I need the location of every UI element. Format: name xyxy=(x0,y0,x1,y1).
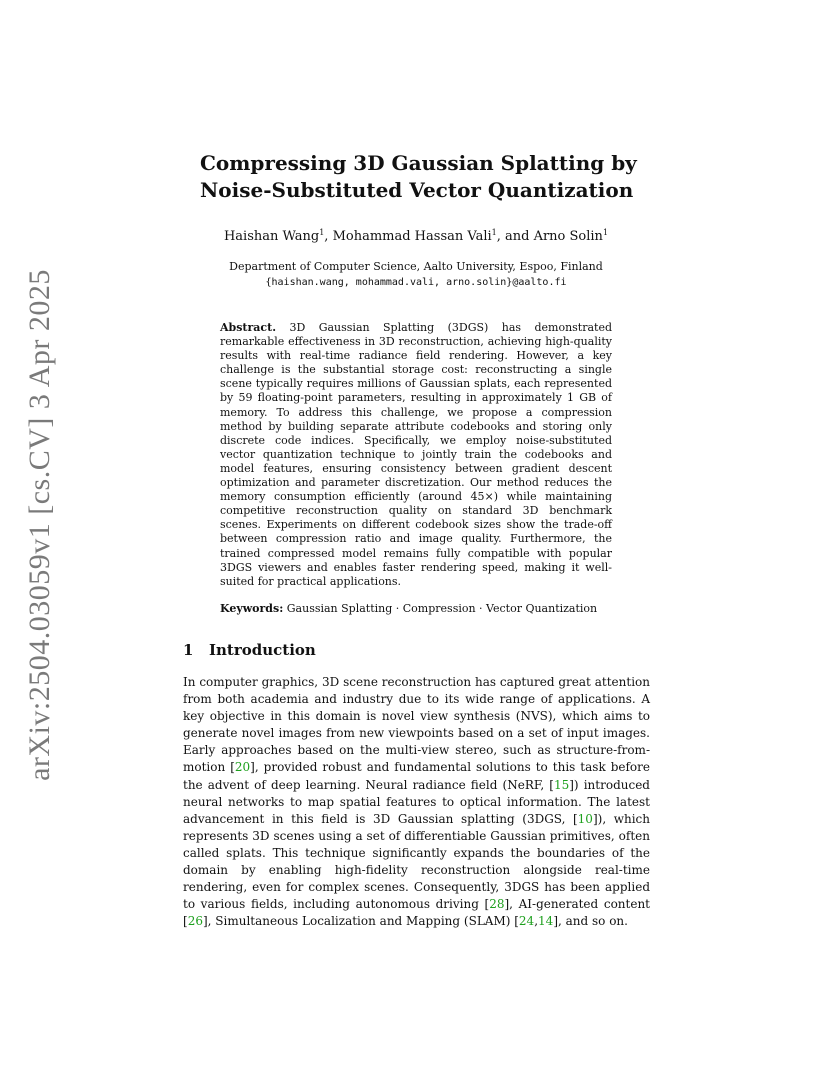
author-list xyxy=(182,228,650,244)
affiliation-block xyxy=(182,259,650,291)
citation-link[interactable]: 14 xyxy=(538,914,554,929)
abstract xyxy=(220,321,612,589)
author-name: Arno Solin xyxy=(533,229,603,244)
title-line-2: Noise-Substituted Vector Quantization xyxy=(200,178,634,202)
affiliation-text: Department of Computer Science, Aalto University, Espoo, Finland xyxy=(229,260,603,273)
citation-link[interactable]: 28 xyxy=(489,897,505,912)
author-affiliation-mark: 1 xyxy=(319,228,325,237)
body-text-segment: ], and so on. xyxy=(553,914,628,929)
author-affiliation-mark: 1 xyxy=(491,228,497,237)
body-text-segment: In computer graphics, 3D scene reconstruction has captured great attention from both academia and industry due to its wide range of applications. A key objective in this domain is novel view synthesis (NVS), which aims to generate novel images from new viewpoints based on a set of input images. Early approaches based on the multi-view stereo, such as structure-from-motion [ xyxy=(183,675,650,775)
title-line-1: Compressing 3D Gaussian Splatting by xyxy=(200,151,637,175)
body-text-segment: ]), which represents 3D scenes using a set of differentiable Gaussian primitives, often called splats. This technique significantly expands the boundaries of the domain by enabling high-fidelity reconstruction alongside real-time rendering, even for complex scenes. Consequently, 3DGS has been applied to various fields, including autonomous driving [ xyxy=(183,811,651,912)
section-title: Introduction xyxy=(209,641,316,659)
citation-link[interactable]: 26 xyxy=(187,914,203,929)
body-text-segment: ], provided robust and fundamental solutions to this task before the advent of deep learning. Neural radiance field (NeRF, [ xyxy=(183,760,650,792)
keywords xyxy=(220,602,620,615)
abstract-label: Abstract. xyxy=(220,321,277,334)
introduction-paragraph xyxy=(183,674,650,930)
body-text-segment: ], Simultaneous Localization and Mapping (SLAM) [ xyxy=(202,914,519,929)
author-emails: {haishan.wang, mohammad.vali, arno.solin}@aalto.fi xyxy=(265,277,567,288)
body-text-segment: ]) introduced neural networks to map spatial features to optical information. The latest advancement in this field is 3D Gaussian splatting (3DGS, [ xyxy=(183,777,650,826)
arxiv-identifier-text: arXiv:2504.03059v1 [cs.CV] 3 Apr 2025 xyxy=(23,269,56,781)
keywords-text: Gaussian Splatting · Compression · Vector Quantization xyxy=(286,602,598,615)
author-separator: , xyxy=(324,229,333,244)
body-text-segment: , xyxy=(534,914,539,929)
body-text-segment: ], AI-generated content [ xyxy=(183,897,650,929)
paper-title xyxy=(200,150,637,204)
author-name: Haishan Wang xyxy=(223,229,320,244)
section-number: 1 xyxy=(183,641,194,659)
citation-link[interactable]: 10 xyxy=(577,811,593,826)
citation-link[interactable]: 24 xyxy=(518,914,535,929)
author-separator: , and xyxy=(496,229,534,244)
author-affiliation-mark: 1 xyxy=(602,228,609,237)
author-name: Mohammad Hassan Vali xyxy=(332,229,492,244)
citation-link[interactable]: 15 xyxy=(553,777,570,792)
citation-link[interactable]: 20 xyxy=(234,760,251,775)
abstract-text: 3D Gaussian Splatting (3DGS) has demonstrated remarkable effectiveness in 3D reconstruction, achieving high-quality results with real-time radiance field rendering. However, a key challenge is the substantial storage cost: reconstructing a single scene typically requires millions of Gaussian splats, each represented by 59 floating-point parameters, resulting in approximately 1 GB of memory. To address this challenge, we propose a compression method by building separate attribute codebooks and storing only discrete code indices. Specifically, we employ noise-substituted vector quantization technique to jointly train the codebooks and model features, ensuring consistency between gradient descent optimization and parameter discretization. Our method reduces the memory consumption efficiently (around 45×) while maintaining competitive reconstruction quality on standard 3D benchmark scenes. Experiments on different codebook sizes show the trade-off between compression ratio and image quality. Furthermore, the trained compressed model remains fully compatible with popular 3DGS viewers and enables faster rendering speed, making it well-suited for practical applications. xyxy=(220,321,613,588)
keywords-label: Keywords: xyxy=(220,602,284,615)
arxiv-identifier-stamp xyxy=(20,269,60,781)
section-heading-introduction xyxy=(183,641,316,659)
